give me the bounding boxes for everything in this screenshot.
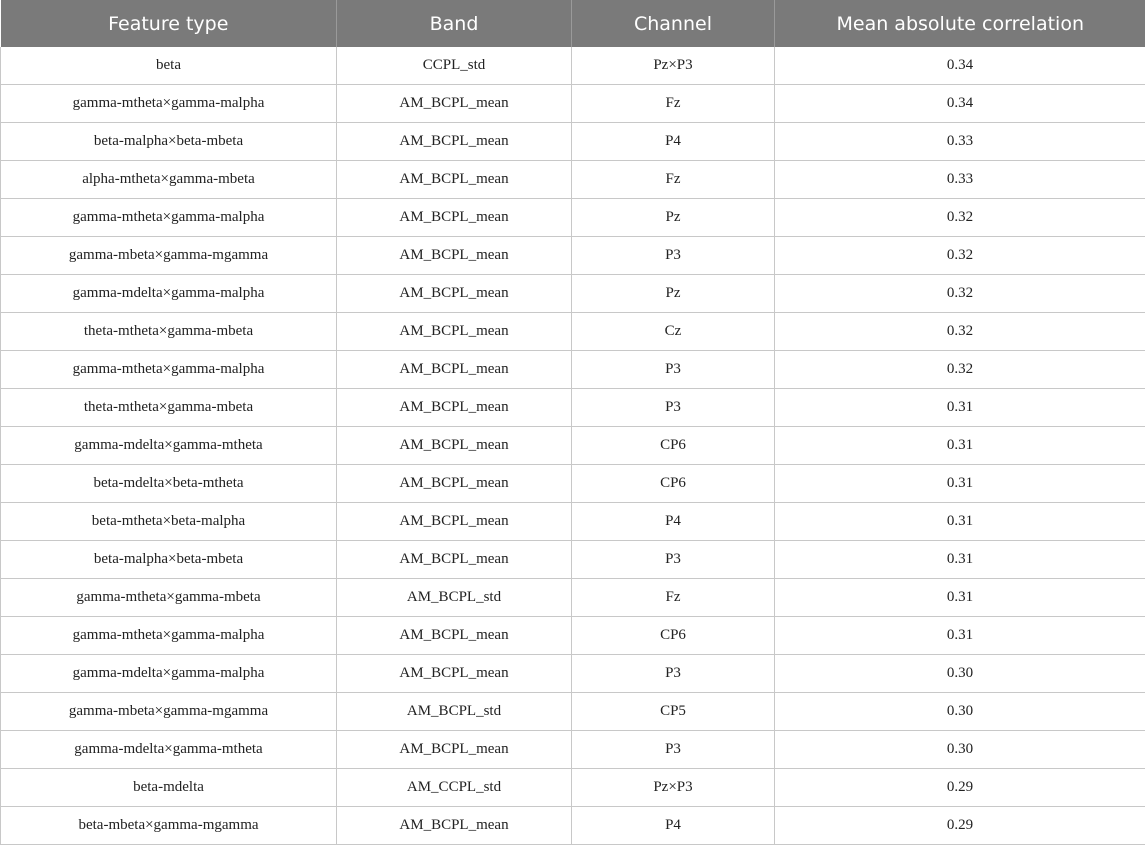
- correlation-cell: 0.31: [775, 427, 1145, 465]
- band-cell: AM_BCPL_mean: [337, 807, 572, 845]
- table-row: [1, 237, 1145, 275]
- band-cell: AM_BCPL_mean: [337, 123, 572, 161]
- correlation-cell: 0.34: [775, 85, 1145, 123]
- channel-cell: P3: [572, 731, 775, 769]
- channel-cell: Pz×P3: [572, 47, 775, 85]
- table-row: [1, 731, 1145, 769]
- correlation-cell: 0.30: [775, 693, 1145, 731]
- feature-type-cell: beta-malpha×beta-mbeta: [1, 123, 337, 161]
- table-row: [1, 389, 1145, 427]
- table-row: [1, 655, 1145, 693]
- band-cell: AM_BCPL_mean: [337, 275, 572, 313]
- band-cell: AM_BCPL_mean: [337, 161, 572, 199]
- channel-cell: CP6: [572, 427, 775, 465]
- feature-type-cell: beta-mdelta×beta-mtheta: [1, 465, 337, 503]
- band-cell: AM_BCPL_mean: [337, 313, 572, 351]
- header-feature-type: Feature type: [1, 0, 337, 47]
- channel-cell: Pz: [572, 275, 775, 313]
- table-row: [1, 47, 1145, 85]
- feature-type-cell: gamma-mtheta×gamma-mbeta: [1, 579, 337, 617]
- feature-type-cell: beta-mtheta×beta-malpha: [1, 503, 337, 541]
- correlation-cell: 0.32: [775, 199, 1145, 237]
- band-cell: AM_CCPL_std: [337, 769, 572, 807]
- correlation-cell: 0.33: [775, 161, 1145, 199]
- band-cell: AM_BCPL_mean: [337, 541, 572, 579]
- feature-type-cell: beta-mdelta: [1, 769, 337, 807]
- feature-type-cell: gamma-mtheta×gamma-malpha: [1, 85, 337, 123]
- channel-cell: P3: [572, 237, 775, 275]
- table-body: [1, 47, 1145, 845]
- table-row: [1, 427, 1145, 465]
- channel-cell: Pz: [572, 199, 775, 237]
- feature-type-cell: gamma-mbeta×gamma-mgamma: [1, 693, 337, 731]
- table-row: [1, 807, 1145, 845]
- correlation-cell: 0.31: [775, 541, 1145, 579]
- feature-type-cell: theta-mtheta×gamma-mbeta: [1, 389, 337, 427]
- table-row: [1, 693, 1145, 731]
- channel-cell: P3: [572, 389, 775, 427]
- table-header: [1, 0, 1145, 47]
- feature-type-cell: beta: [1, 47, 337, 85]
- table-row: [1, 85, 1145, 123]
- band-cell: AM_BCPL_mean: [337, 427, 572, 465]
- feature-type-cell: beta-malpha×beta-mbeta: [1, 541, 337, 579]
- correlation-cell: 0.30: [775, 731, 1145, 769]
- table-row: [1, 199, 1145, 237]
- channel-cell: CP6: [572, 617, 775, 655]
- correlation-cell: 0.34: [775, 47, 1145, 85]
- correlation-cell: 0.31: [775, 465, 1145, 503]
- feature-type-cell: alpha-mtheta×gamma-mbeta: [1, 161, 337, 199]
- channel-cell: Fz: [572, 85, 775, 123]
- correlation-cell: 0.29: [775, 769, 1145, 807]
- feature-type-cell: gamma-mbeta×gamma-mgamma: [1, 237, 337, 275]
- header-mean-absolute-correlation: Mean absolute correlation: [775, 0, 1145, 47]
- channel-cell: Cz: [572, 313, 775, 351]
- feature-type-cell: gamma-mtheta×gamma-malpha: [1, 199, 337, 237]
- band-cell: CCPL_std: [337, 47, 572, 85]
- channel-cell: P3: [572, 655, 775, 693]
- correlation-cell: 0.31: [775, 617, 1145, 655]
- feature-type-cell: gamma-mtheta×gamma-malpha: [1, 617, 337, 655]
- header-channel: Channel: [572, 0, 775, 47]
- channel-cell: P3: [572, 351, 775, 389]
- band-cell: AM_BCPL_mean: [337, 85, 572, 123]
- correlation-cell: 0.31: [775, 389, 1145, 427]
- band-cell: AM_BCPL_mean: [337, 503, 572, 541]
- feature-type-cell: gamma-mdelta×gamma-mtheta: [1, 427, 337, 465]
- channel-cell: P4: [572, 123, 775, 161]
- table-row: [1, 465, 1145, 503]
- channel-cell: CP6: [572, 465, 775, 503]
- correlation-cell: 0.31: [775, 503, 1145, 541]
- correlation-cell: 0.33: [775, 123, 1145, 161]
- band-cell: AM_BCPL_std: [337, 579, 572, 617]
- channel-cell: P4: [572, 503, 775, 541]
- table-row: [1, 161, 1145, 199]
- table-row: [1, 313, 1145, 351]
- table-row: [1, 351, 1145, 389]
- band-cell: AM_BCPL_mean: [337, 655, 572, 693]
- header-row: [1, 0, 1145, 47]
- table-row: [1, 541, 1145, 579]
- table-row: [1, 617, 1145, 655]
- feature-type-cell: theta-mtheta×gamma-mbeta: [1, 313, 337, 351]
- band-cell: AM_BCPL_std: [337, 693, 572, 731]
- band-cell: AM_BCPL_mean: [337, 351, 572, 389]
- band-cell: AM_BCPL_mean: [337, 617, 572, 655]
- channel-cell: Fz: [572, 161, 775, 199]
- feature-type-cell: gamma-mdelta×gamma-malpha: [1, 655, 337, 693]
- correlation-cell: 0.32: [775, 351, 1145, 389]
- correlation-cell: 0.32: [775, 275, 1145, 313]
- feature-type-cell: gamma-mdelta×gamma-mtheta: [1, 731, 337, 769]
- channel-cell: Fz: [572, 579, 775, 617]
- correlation-cell: 0.32: [775, 313, 1145, 351]
- table-row: [1, 579, 1145, 617]
- band-cell: AM_BCPL_mean: [337, 199, 572, 237]
- feature-type-cell: gamma-mdelta×gamma-malpha: [1, 275, 337, 313]
- channel-cell: P3: [572, 541, 775, 579]
- table-row: [1, 123, 1145, 161]
- channel-cell: P4: [572, 807, 775, 845]
- correlation-cell: 0.31: [775, 579, 1145, 617]
- correlation-cell: 0.32: [775, 237, 1145, 275]
- channel-cell: Pz×P3: [572, 769, 775, 807]
- band-cell: AM_BCPL_mean: [337, 465, 572, 503]
- correlation-cell: 0.30: [775, 655, 1145, 693]
- band-cell: AM_BCPL_mean: [337, 731, 572, 769]
- band-cell: AM_BCPL_mean: [337, 389, 572, 427]
- correlation-cell: 0.29: [775, 807, 1145, 845]
- header-band: Band: [337, 0, 572, 47]
- table-row: [1, 769, 1145, 807]
- feature-type-cell: gamma-mtheta×gamma-malpha: [1, 351, 337, 389]
- channel-cell: CP5: [572, 693, 775, 731]
- band-cell: AM_BCPL_mean: [337, 237, 572, 275]
- table-row: [1, 275, 1145, 313]
- table-row: [1, 503, 1145, 541]
- feature-type-cell: beta-mbeta×gamma-mgamma: [1, 807, 337, 845]
